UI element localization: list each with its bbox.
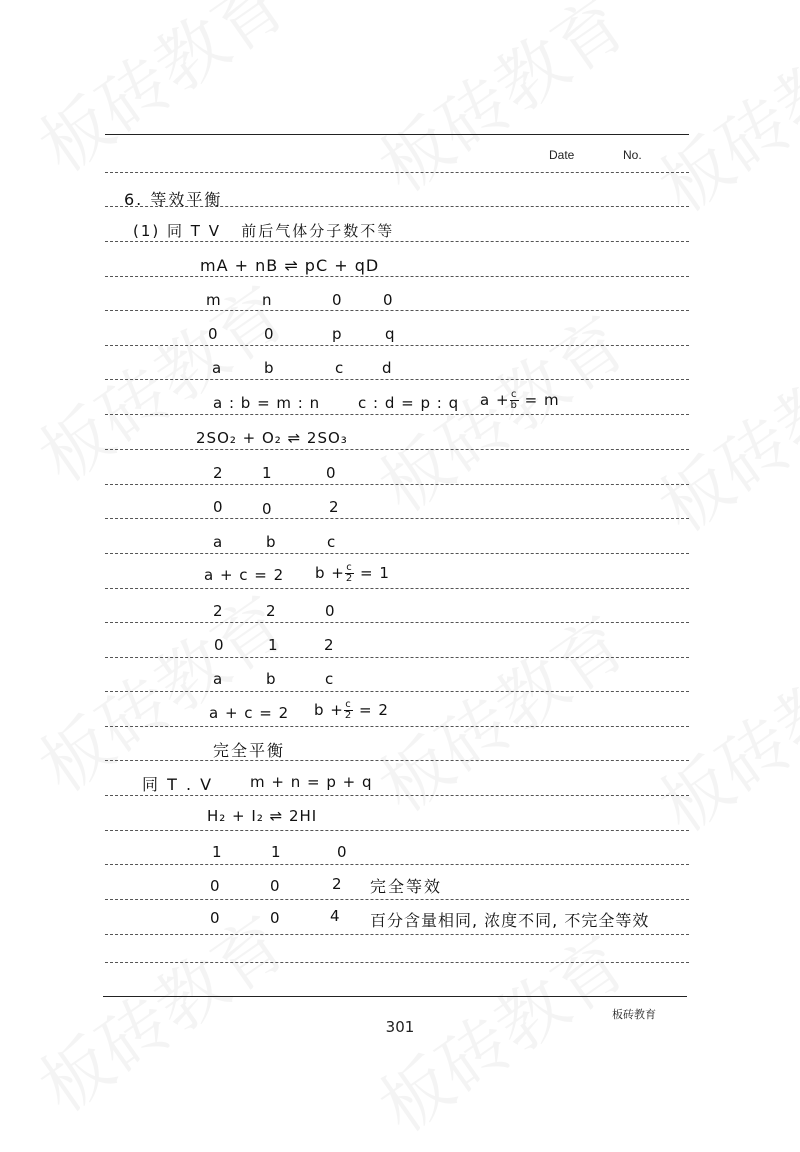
table-cell: m — [206, 291, 222, 309]
ruled-line — [105, 934, 689, 935]
watermark — [16, 259, 303, 502]
table-cell: n — [262, 291, 273, 309]
condition-subtitle: (1) 同 T V 前后气体分子数不等 — [133, 222, 395, 240]
ruled-line — [105, 691, 689, 692]
table-cell: 0 — [325, 602, 336, 620]
table-cell: 0 — [383, 291, 394, 309]
page-number: 301 — [385, 1018, 415, 1036]
ruled-line — [105, 518, 689, 519]
table-cell: 4 — [330, 907, 341, 925]
watermark — [636, 0, 800, 232]
ratio-condition-sum: a + $\frac{c}{b}$ = m — [480, 389, 560, 411]
ruled-line — [105, 588, 689, 589]
publisher-label: 板砖教育 — [612, 1008, 656, 1021]
ruled-line — [105, 379, 689, 380]
table-cell: c — [325, 670, 335, 688]
footer-rule — [103, 996, 687, 997]
table-cell: 0 — [210, 909, 221, 927]
table-cell: 2 — [324, 636, 335, 654]
ruled-line — [105, 830, 689, 831]
reaction-general: mA + nB ⇌ pC + qD — [200, 256, 380, 275]
table-cell: 0 — [208, 325, 219, 343]
table-cell: a — [213, 670, 224, 688]
ruled-line — [105, 414, 689, 415]
table-cell: c — [335, 359, 345, 377]
ruled-line — [105, 864, 689, 865]
reaction-hi: H₂ + I₂ ⇌ 2HI — [207, 807, 318, 825]
ratio-condition-ab: a : b = m : n — [213, 394, 321, 412]
condition-subtitle-2: 同 T . V — [142, 775, 214, 794]
fraction: $\frac{c}{b}$ — [510, 389, 518, 411]
ruled-line — [105, 899, 689, 900]
watermark — [356, 0, 643, 212]
table-cell: b — [266, 533, 277, 551]
ruled-line — [105, 760, 689, 761]
condition-equal-moles: m + n = p + q — [250, 773, 373, 791]
section-title: 6. 等效平衡 — [124, 190, 223, 209]
ruled-line — [105, 553, 689, 554]
table-cell: 0 — [332, 291, 343, 309]
watermark — [636, 609, 800, 852]
ruled-line — [105, 241, 689, 242]
reaction-so2: 2SO₂ + O₂ ⇌ 2SO₃ — [196, 429, 348, 447]
table-cell: 0 — [213, 498, 224, 516]
table-cell: 1 — [212, 843, 223, 861]
header-rule — [105, 134, 689, 135]
table-cell: 2 — [213, 602, 224, 620]
ruled-line — [105, 449, 689, 450]
equivalence-note: 完全等效 — [370, 877, 443, 896]
table-cell: 0 — [270, 877, 281, 895]
ruled-line — [105, 345, 689, 346]
watermark — [16, 0, 303, 192]
table-cell: q — [385, 325, 396, 343]
ruled-line — [105, 276, 689, 277]
number-label: No. — [623, 148, 642, 162]
ruled-line — [105, 310, 689, 311]
condition-ac: a + c = 2 — [204, 566, 285, 584]
table-cell: 1 — [268, 636, 279, 654]
ruled-line — [105, 622, 689, 623]
fraction: $\frac{c}{2}$ — [345, 562, 354, 584]
table-cell: a — [213, 533, 224, 551]
complete-balance-heading: 完全平衡 — [213, 741, 286, 760]
table-cell: 2 — [266, 602, 277, 620]
ruled-line — [105, 172, 689, 173]
table-cell: 0 — [270, 909, 281, 927]
fraction: $\frac{c}{2}$ — [344, 699, 353, 721]
table-cell: 0 — [264, 325, 275, 343]
table-cell: 0 — [337, 843, 348, 861]
ruled-line — [105, 962, 689, 963]
date-label: Date — [549, 148, 575, 162]
ruled-line — [105, 657, 689, 658]
table-cell: p — [332, 325, 343, 343]
table-cell: 0 — [326, 464, 337, 482]
ruled-line — [105, 726, 689, 727]
ruled-line — [105, 795, 689, 796]
table-cell: 0 — [214, 636, 225, 654]
ruled-line — [105, 484, 689, 485]
condition-bc: b + $\frac{c}{2}$ = 1 — [315, 562, 390, 584]
equivalence-note: 百分含量相同, 浓度不同, 不完全等效 — [370, 911, 650, 930]
table-cell: c — [327, 533, 337, 551]
table-cell: 2 — [332, 875, 343, 893]
table-cell: 0 — [210, 877, 221, 895]
watermark — [16, 889, 303, 1132]
table-cell: 2 — [329, 498, 340, 516]
table-cell: 2 — [213, 464, 224, 482]
table-cell: 0 — [262, 500, 273, 518]
table-cell: b — [266, 670, 277, 688]
ratio-condition-cd: c : d = p : q — [358, 394, 460, 412]
table-cell: 1 — [262, 464, 273, 482]
condition-ac: a + c = 2 — [209, 704, 290, 722]
table-cell: a — [212, 359, 223, 377]
table-cell: 1 — [271, 843, 282, 861]
table-cell: d — [382, 359, 393, 377]
table-cell: b — [264, 359, 275, 377]
condition-bc: b + $\frac{c}{2}$ = 2 — [314, 699, 389, 721]
